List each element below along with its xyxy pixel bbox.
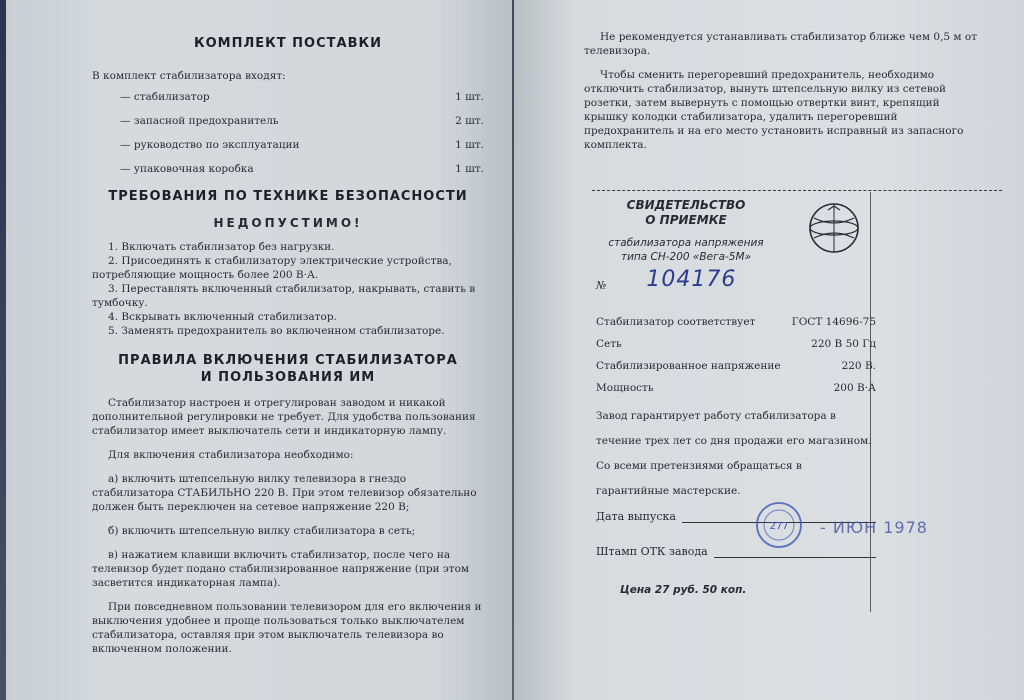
usage-needed: Для включения стабилизатора необходимо: <box>108 449 354 461</box>
safety-rule: 2. Присоединять к стабилизатору электрические устройства, потребляющие мощность более 200 В·А. <box>92 255 452 281</box>
list-item: — руководство по эксплуатации 1 шт. <box>120 139 484 151</box>
kit-list <box>92 85 484 181</box>
otk-row: Штамп ОТК завода <box>596 545 876 558</box>
safety-rule: 5. Заменять предохранитель во включенном стабилизаторе. <box>108 325 445 337</box>
certificate-subtitle: стабилизатора напряжения типа СН-200 «Вега-5М» <box>608 237 764 263</box>
install-note: Не рекомендуется устанавливать стабилизатор ближе чем 0,5 м от телевизора. <box>584 31 978 57</box>
safety-rule: 3. Переставлять включенный стабилизатор, накрывать, ставить в тумбочку. <box>92 283 476 309</box>
safety-warning: НЕДОПУСТИМО! <box>213 216 363 230</box>
usage-intro: Стабилизатор настроен и отрегулирован заводом и никакой дополнительной регулировки не требует. Для удобства пользования стабилизатор имеет выключатель сети и индикаторную лампу. <box>92 397 476 437</box>
price: Цена 27 руб. 50 коп. <box>620 584 747 596</box>
safety-title: ТРЕБОВАНИЯ ПО ТЕХНИКЕ БЕЗОПАСНОСТИ <box>108 189 468 204</box>
warranty-text: Завод гарантирует работу стабилизатора в течение трех лет со дня продажи его магазином. Со всеми претензиями обращаться в гарантийные мастерские. <box>596 410 872 497</box>
left-page <box>6 0 512 700</box>
mains-row: Сеть 220 В 50 Гц <box>596 338 876 350</box>
kit-intro: В комплект стабилизатора входят: <box>92 70 286 82</box>
usage-title: ПРАВИЛА ВКЛЮЧЕНИЯ СТАБИЛИЗАТОРА И ПОЛЬЗОВАНИЯ ИМ <box>118 353 458 385</box>
usage-step-c: в) нажатием клавиши включить стабилизатор, после чего на телевизор будет подано стабилизированное напряжение (при этом засветится индикаторная лампа). <box>92 549 470 589</box>
certificate-divider <box>592 190 1002 191</box>
usage-step-b: б) включить штепсельную вилку стабилизатора в сеть; <box>108 525 416 537</box>
list-item: — запасной предохранитель 2 шт. <box>120 115 484 127</box>
certificate-number: № 104176 <box>596 267 737 292</box>
date-stamp: - ИЮН 1978 <box>820 518 928 537</box>
fuse-note: Чтобы сменить перегоревший предохранитель, необходимо отключить стабилизатор, вынуть штепсельную вилку из сетевой розетки, затем вывернуть с помощью отвертки винт, крепящий крышку колодки стабилизатора, удалить перегоревший предохранитель и на его место установить исправный из запасного комплекта. <box>584 69 964 151</box>
otk-stamp-number: 277 <box>769 521 789 532</box>
safety-rule: 1. Включать стабилизатор без нагрузки. <box>108 241 335 253</box>
gost-row: Стабилизатор соответствует ГОСТ 14696-75 <box>596 316 876 328</box>
release-date-row: Дата выпуска <box>596 510 876 523</box>
usage-step-a: а) включить штепсельную вилку телевизора в гнездо стабилизатора СТАБИЛЬНО 220 В. При этом телевизор обязательно должен быть переключен на сетевое напряжение 220 В; <box>92 473 477 513</box>
safety-rules <box>92 240 484 338</box>
usage-daily: При повседневном пользовании телевизором для его включения и выключения удобнее и проще пользоваться только выключателем стабилизатора, оставляя при этом выключатель телевизора во включенном положении. <box>92 601 482 655</box>
acceptance-certificate <box>596 196 876 606</box>
otk-stamp-icon <box>754 500 804 550</box>
factory-globe-logo <box>806 200 862 256</box>
certificate-title: СВИДЕТЕЛЬСТВО О ПРИЕМКЕ <box>626 198 746 227</box>
stab-voltage-row: Стабилизированное напряжение 220 В. <box>596 360 876 372</box>
list-item: — стабилизатор 1 шт. <box>120 91 484 103</box>
power-row: Мощность 200 В·А <box>596 382 876 394</box>
serial-number: 104176 <box>646 267 737 292</box>
kit-title: КОМПЛЕКТ ПОСТАВКИ <box>193 36 382 51</box>
list-item: — упаковочная коробка 1 шт. <box>120 163 484 175</box>
safety-rule: 4. Вскрывать включенный стабилизатор. <box>108 311 337 323</box>
